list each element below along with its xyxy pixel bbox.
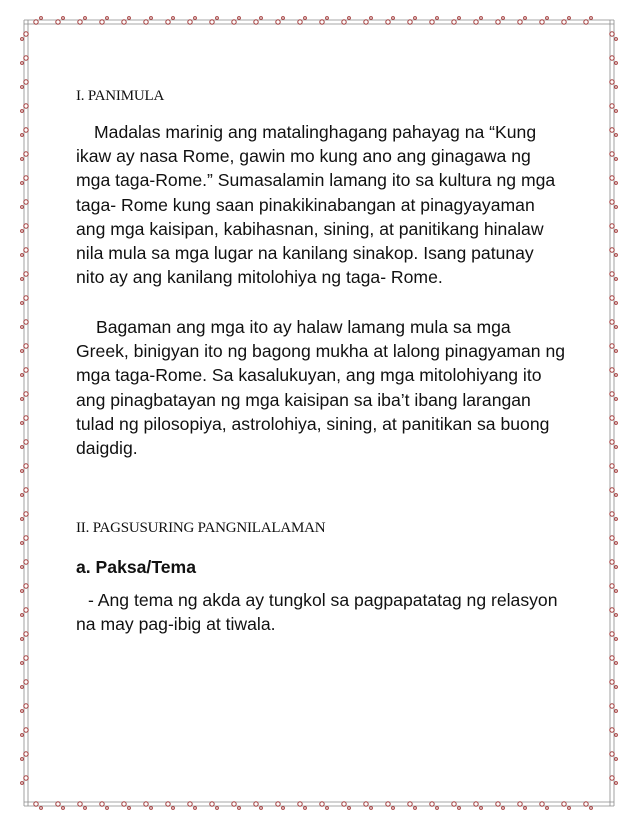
section-heading-panimula: I. PANIMULA [76, 88, 165, 104]
paragraph-panimula-2: Bagaman ang mga ito ay halaw lamang mula sa mga Greek, binigyan ito ng bagong mukha at lalong pinagyaman ng mga taga-Rome. Sa kasalukuyan, ang mga mitolohiyang ito ang pinagbatayan ng mga kaisipan sa iba’t ibang larangan tulad ng pilosopiya, astrolohiya, sining, at panitikan sa buong daigdig. [76, 317, 566, 459]
section-heading-pagsusuri: II. PAGSUSURING PANGNILALAMAN [76, 520, 326, 536]
subheading-paksa-tema: a. Paksa/Tema [76, 557, 196, 577]
paragraph-panimula-1: Madalas marinig ang matalinghagang pahayag na “Kung ikaw ay nasa Rome, gawin mo kung ano ang ginagawa ng mga taga-Rome.” Sumasalamin lamang ito sa kultura ng mga taga- Rome kung saan pinakikinabangan at pinagyayaman ang mga kaisipan, kabihasnan, sining, at panitikang hinalaw nila mula sa mga lugar na kanilang sinakop. Isang patunay nito ay ang kanilang mitolohiya ng taga- Rome. [76, 122, 556, 288]
paragraph-tema: - Ang tema ng akda ay tungkol sa pagpapatatag ng relasyon na may pag-ibig at tiwala. [76, 590, 558, 635]
